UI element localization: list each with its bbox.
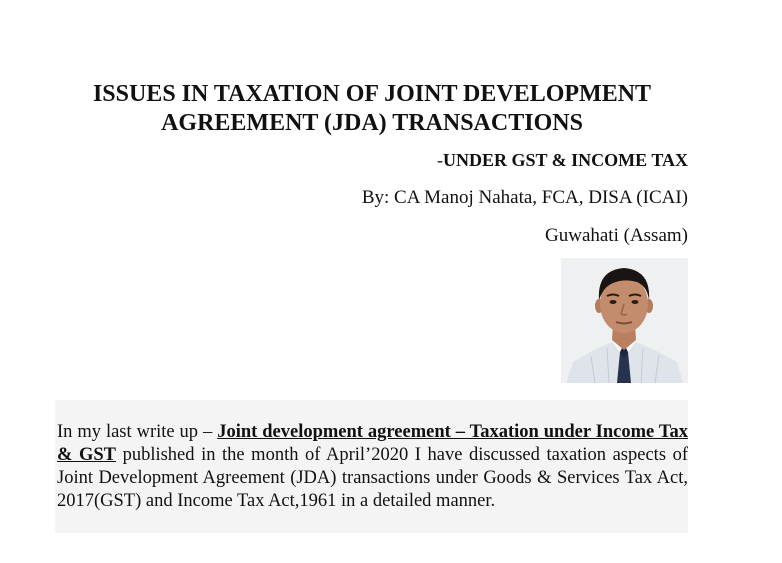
intro-section (55, 400, 688, 533)
intro-text-before: In my last write up – (57, 422, 218, 442)
article-subtitle (437, 150, 688, 171)
article-title (40, 80, 704, 138)
title-line-1: ISSUES IN TAXATION OF JOINT DEVELOPMENT (92, 81, 652, 107)
intro-text-after: published in the month of April’2020 I have discussed taxation aspects of Joint Development Agreement (JDA) transactions under Goods & Services Tax Act, 2017(GST) and Income Tax Act,1961 in a detailed manner. (57, 445, 688, 511)
author-photo (561, 258, 688, 383)
previous-article-link[interactable]: Joint development agreement – Taxation under Income Tax & GST (57, 422, 688, 465)
author-location: Guwahati (Assam) (545, 225, 688, 246)
intro-paragraph (55, 400, 688, 513)
subtitle-text: UNDER GST & INCOME TAX (442, 150, 688, 170)
author-portrait-icon (561, 258, 688, 383)
subtitle-dash: - (436, 150, 443, 170)
author-byline: By: CA Manoj Nahata, FCA, DISA (ICAI) (361, 187, 688, 208)
title-line-2: AGREEMENT (JDA) TRANSACTIONS (161, 110, 583, 136)
